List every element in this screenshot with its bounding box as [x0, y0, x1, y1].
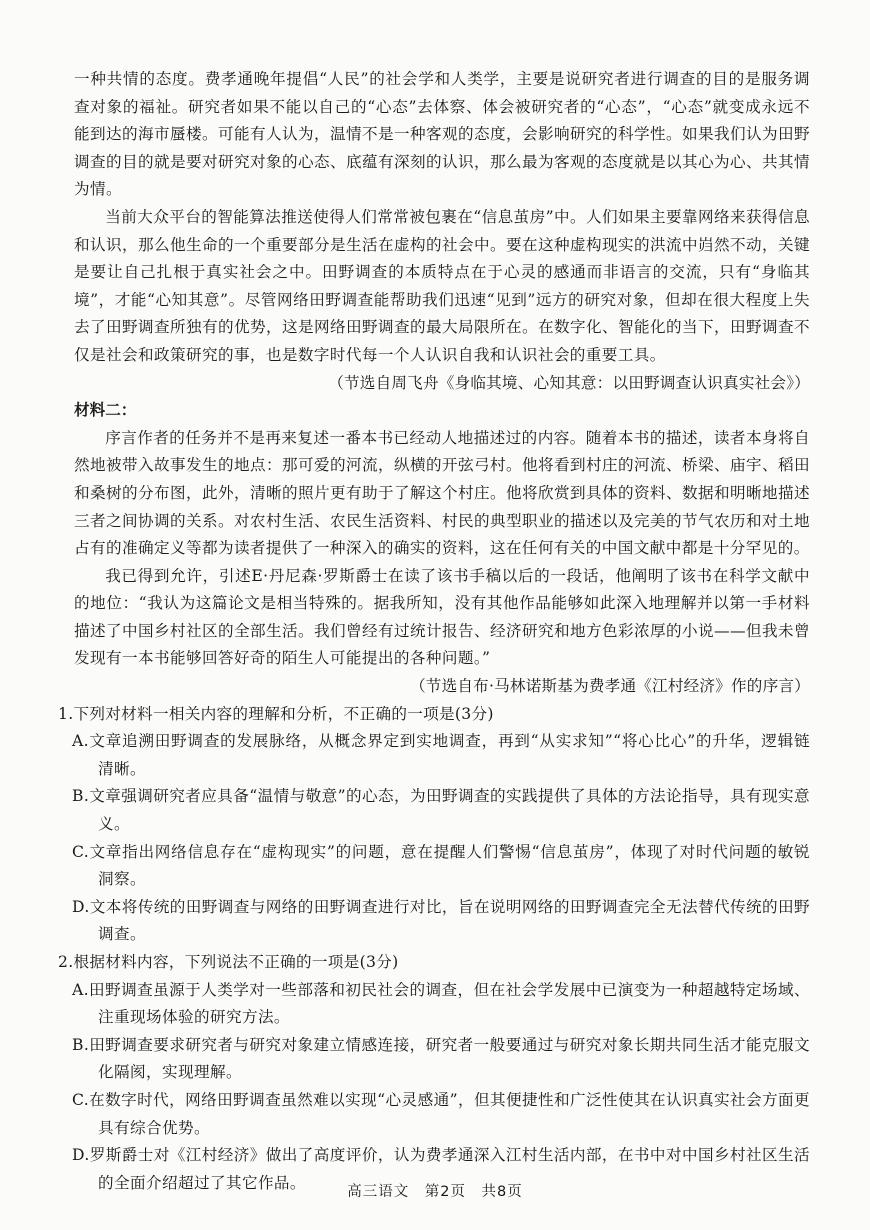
option-b: B.文章强调研究者应具备“温情与敬意”的心态，为田野调查的实践提供了具体的方法论指导，具有现实意义。 — [72, 787, 810, 834]
option-c: C.文章指出网络信息存在“虚构现实”的问题，意在提醒人们警惕“信息茧房”，体现了对时代问题的敏锐洞察。 — [72, 842, 810, 889]
material1-paragraph: 当前大众平台的智能算法推送使得人们常常被包裹在“信息茧房”中。人们如果主要靠网络来获得信息和认识，那么他生命的一个重要部分是生活在虚构的社会中。要在这种虚构现实的洪流中岿然不动，关键是要让自己扎根于真实社会之中。田野调查的本质特点在于心灵的感通而非语言的交流，只有“身临其境”，才能“心知其意”。尽管网络田野调查能帮助我们迅速“见到”远方的研究对象，但却在很大程度上失去了田野调查所独有的优势，这是网络田野调查的最大局限所在。在数字化、智能化的当下，田野调查不仅是社会和政策研究的事，也是数字时代每一个人认识自我和认识社会的重要工具。 — [74, 207, 810, 364]
question-2 — [58, 949, 810, 1197]
option-a: A.田野调查虽源于人类学对一些部落和初民社会的调查，但在社会学发展中已演变为一种超越特定场域、注重现场体验的研究方法。 — [72, 980, 810, 1027]
question-stem: 1.下列对材料一相关内容的理解和分析，不正确的一项是(3分) — [58, 704, 494, 723]
material1-source: （节选自周飞舟《身临其境、心知其意：以田野调查认识真实社会》） — [328, 373, 810, 392]
material2-heading: 材料二： — [74, 401, 137, 420]
option-a: A.文章追溯田野调查的发展脉络，从概念界定到实地调查，再到“从实求知”“将心比心”的升华，逻辑链清晰。 — [72, 732, 810, 778]
material1-paragraph-continued: 一种共情的态度。费孝通晚年提倡“人民”的社会学和人类学，主要是说研究者进行调查的目的是服务调查对象的福祉。研究者如果不能以自己的“心态”去体察、体会被研究者的“心态”，“心态”就变成永远不能到达的海市蜃楼。可能有人认为，温情不是一种客观的态度，会影响研究的科学性。如果我们认为田野调查的目的就是要对研究对象的心态、底蕴有深刻的认识，那么最为客观的态度就是以其心为心、共其情为情。 — [74, 70, 810, 199]
question-1 — [58, 701, 810, 949]
material2-source: （节选自布·马林诺斯基为费孝通《江村经济》作的序言） — [409, 677, 810, 696]
option-c: C.在数字时代，网络田野调查虽然难以实现“心灵感通”，但其便捷性和广泛性使其在认识真实社会方面更具有综合优势。 — [72, 1090, 810, 1137]
page-footer: 高三语文 第2页 共8页 — [347, 1184, 523, 1200]
material2-paragraph: 我已得到允许，引述E·丹尼森·罗斯爵士在读了该书手稿以后的一段话，他阐明了该书在科学文献中的地位：“我认为这篇论文是相当特殊的。据我所知，没有其他作品能够如此深入地理解并以第一手材料描述了中国乡村社区的全部生活。我们曾经有过统计报告、经济研究和地方色彩浓厚的小说——但我未曾发现有一本书能够回答好奇的陌生人可能提出的各种问题。” — [74, 566, 810, 668]
option-d: D.罗斯爵士对《江村经济》做出了高度评价，认为费孝通深入江村生活内部，在书中对中国乡村社区生活的全面介绍超过了其它作品。 — [72, 1146, 810, 1192]
material2-paragraph: 序言作者的任务并不是再来复述一番本书已经动人地描述过的内容。随着本书的描述，读者本身将自然地被带入故事发生的地点：那可爱的河流，纵横的开弦弓村。他将看到村庄的河流、桥梁、庙宇、稻田和桑树的分布图，此外，清晰的照片更有助于了解这个村庄。他将欣赏到具体的资料、数据和明晰地描述三者之间协调的关系。对农村生活、农民生活资料、村民的典型职业的描述以及完美的节气农历和对土地占有的准确定义等都为读者提供了一种深入的确实的资料，这在任何有关的中国文献中都是十分罕见的。 — [74, 428, 810, 558]
question-stem: 2.根据材料内容，下列说法不正确的一项是(3分) — [58, 953, 399, 971]
option-d: D.文本将传统的田野调查与网络的田野调查进行对比，旨在说明网络的田野调查完全无法替代传统的田野调查。 — [72, 897, 810, 944]
option-b: B.田野调查要求研究者与研究对象建立情感连接，研究者一般要通过与研究对象长期共同生活才能克服文化隔阂，实现理解。 — [72, 1035, 810, 1082]
